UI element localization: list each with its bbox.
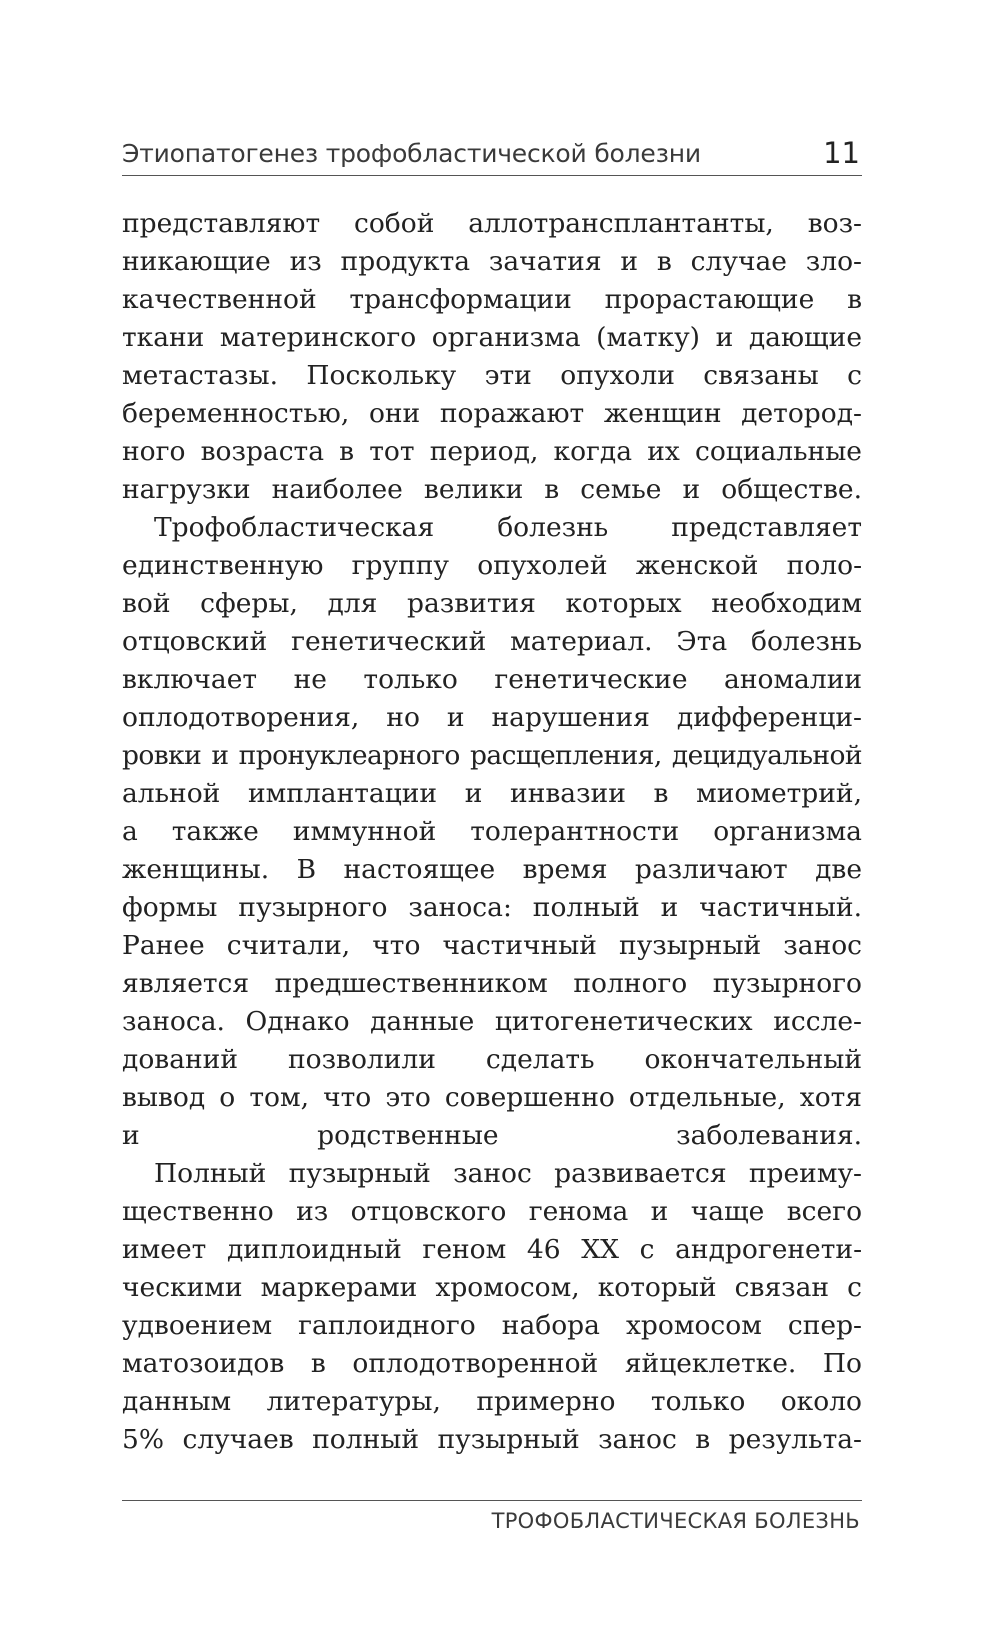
text-line: женщины. В настоящее время различают две: [122, 854, 862, 885]
text-line: заноса. Однако данные цитогенетических иссле-: [122, 1006, 862, 1037]
text-line: матозоидов в оплодотворенной яйцеклетке. По: [122, 1348, 862, 1379]
running-header: [122, 128, 862, 176]
text-line: а также иммунной толерантности организма: [122, 816, 862, 847]
text-line: щественно из отцовского генома и чаще всего: [122, 1196, 862, 1227]
text-line: беременностью, они поражают женщин детород-: [122, 398, 862, 429]
text-line: данным литературы, примерно только около: [122, 1386, 862, 1417]
text-line: ного возраста в тот период, когда их социальные: [122, 436, 862, 467]
paragraph-2: [122, 509, 862, 1155]
text-line: ческими маркерами хромосом, который связан с: [122, 1272, 862, 1303]
text-line: Полный пузырный занос развивается преиму-: [154, 1158, 862, 1189]
text-line: дований позволили сделать окончательный: [122, 1044, 862, 1075]
text-line: ровки и пронуклеарного расщепления, децидуальной: [122, 740, 862, 771]
text-line: ткани материнского организма (матку) и дающие: [122, 322, 862, 353]
text-line: единственную группу опухолей женской поло-: [122, 550, 862, 581]
paragraph-3: [122, 1155, 862, 1459]
text-line: Трофобластическая болезнь представляет: [154, 512, 862, 543]
text-line: оплодотворения, но и нарушения дифференци-: [122, 702, 862, 733]
text-line: представляют собой аллотрансплантанты, воз-: [122, 208, 862, 239]
footer-title: ТРОФОБЛАСТИЧЕСКАЯ БОЛЕЗНЬ: [491, 1509, 860, 1533]
text-line: включает не только генетические аномалии: [122, 664, 862, 695]
text-line: нагрузки наиболее велики в семье и обществе.: [122, 474, 862, 505]
text-line: 5% случаев полный пузырный занос в результа-: [122, 1424, 862, 1455]
text-line: отцовский генетический материал. Эта болезнь: [122, 626, 862, 657]
text-line: является предшественником полного пузырного: [122, 968, 862, 999]
text-line: формы пузырного заноса: полный и частичный.: [122, 892, 862, 923]
text-line: альной имплантации и инвазии в миометрий,: [122, 778, 862, 809]
text-line: качественной трансформации прорастающие в: [122, 284, 862, 315]
text-line: имеет диплоидный геном 46 ХХ с андрогенети-: [122, 1234, 862, 1265]
running-footer: [122, 1500, 862, 1540]
page-number: 11: [823, 136, 860, 170]
text-line: вывод о том, что это совершенно отдельные, хотя: [122, 1082, 862, 1113]
paragraph-1: [122, 205, 862, 509]
text-line: метастазы. Поскольку эти опухоли связаны с: [122, 360, 862, 391]
text-line: вой сферы, для развития которых необходим: [122, 588, 862, 619]
text-line: Ранее считали, что частичный пузырный занос: [122, 930, 862, 961]
text-line: удвоением гаплоидного набора хромосом спер-: [122, 1310, 862, 1341]
running-title: Этиопатогенез трофобластической болезни: [122, 139, 701, 168]
body-text: [122, 205, 862, 1459]
text-line: никающие из продукта зачатия и в случае зло-: [122, 246, 862, 277]
text-line: и родственные заболевания.: [122, 1120, 862, 1151]
